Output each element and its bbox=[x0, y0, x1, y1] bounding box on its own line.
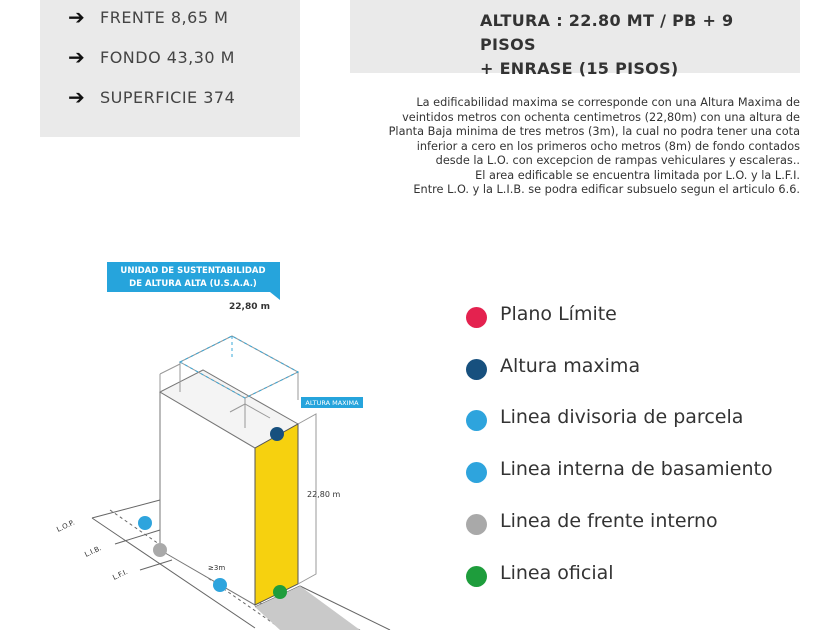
side-height-label: 22,80 m bbox=[307, 490, 341, 499]
arrow-right-icon: ➔ bbox=[68, 45, 86, 69]
legend-plano-limite bbox=[466, 299, 617, 328]
legend-altura-maxima bbox=[466, 351, 640, 380]
description-line: veintidos metros con ochenta centimetros (22,80m) con una altura de bbox=[402, 110, 800, 124]
legend-label: Linea interna de basamiento bbox=[500, 457, 773, 480]
legend-dot bbox=[466, 359, 487, 380]
legend-label: Linea divisoria de parcela bbox=[500, 405, 744, 428]
legend-dot bbox=[466, 307, 487, 328]
legend-dot bbox=[466, 462, 487, 483]
usaa-label-1: UNIDAD DE SUSTENTABILIDAD bbox=[120, 266, 266, 276]
arrow-right-icon: ➔ bbox=[68, 85, 86, 109]
basamiento-marker bbox=[213, 578, 227, 592]
height-line-2: + ENRASE (15 PISOS) bbox=[480, 59, 679, 78]
description-line: Planta Baja minima de tres metros (3m), la cual no podra tener una cota bbox=[388, 125, 800, 138]
description-line: inferior a cero en los primeros ocho metros (8m) de fondo contados bbox=[416, 139, 800, 153]
description-line: Entre L.O. y la L.I.B. se podra edificar subsuelo segun el articulo 6.6. bbox=[413, 183, 800, 196]
legend-label: Linea oficial bbox=[500, 561, 614, 584]
superficie-label: SUPERFICIE 374 bbox=[100, 87, 236, 107]
description-line: El area edificable se encuentra limitada por L.O. y la L.F.I. bbox=[475, 168, 800, 182]
divisoria-marker bbox=[138, 516, 152, 530]
frente-interno-marker bbox=[153, 543, 167, 557]
legend-dot bbox=[466, 514, 487, 535]
legend-dot bbox=[466, 410, 487, 431]
legend-dot bbox=[466, 566, 487, 587]
linea-oficial-marker bbox=[273, 585, 287, 599]
legend-basamiento bbox=[466, 454, 773, 483]
legend-divisoria bbox=[466, 402, 743, 431]
description-line: desde la L.O. con excepcion de rampas vehiculares y escaleras.. bbox=[435, 154, 800, 167]
fondo-label: FONDO 43,30 M bbox=[100, 47, 235, 67]
legend-label: Linea de frente interno bbox=[500, 509, 718, 532]
frente-label: FRENTE 8,65 M bbox=[100, 7, 229, 27]
legend-label: Plano Límite bbox=[500, 302, 617, 325]
lib-label: L.I.B. bbox=[83, 544, 103, 559]
legend-frente-interno bbox=[466, 506, 718, 535]
altura-maxima-tag-label: ALTURA MAXIMA bbox=[305, 399, 359, 407]
lop-label: L.O.P. bbox=[55, 518, 77, 534]
usaa-tag-tail bbox=[270, 292, 280, 300]
arrow-right-icon: ➔ bbox=[68, 5, 86, 29]
height-line-1: ALTURA : 22.80 MT / PB + 9 PISOS bbox=[480, 11, 734, 54]
lfi-label: L.F.I. bbox=[111, 567, 129, 582]
usaa-label-2: DE ALTURA ALTA (U.S.A.A.) bbox=[129, 279, 257, 289]
lateral-plane bbox=[298, 414, 316, 584]
ge3m-label: ≥3m bbox=[208, 564, 226, 572]
legend-linea-oficial bbox=[466, 558, 614, 587]
description-line: La edificabilidad maxima se corresponde con una Altura Maxima de bbox=[416, 96, 800, 109]
building-front-facade bbox=[255, 424, 298, 605]
altura-maxima-marker bbox=[270, 427, 284, 441]
usaa-height: 22,80 m bbox=[229, 302, 270, 312]
legend-label: Altura maxima bbox=[500, 354, 641, 377]
